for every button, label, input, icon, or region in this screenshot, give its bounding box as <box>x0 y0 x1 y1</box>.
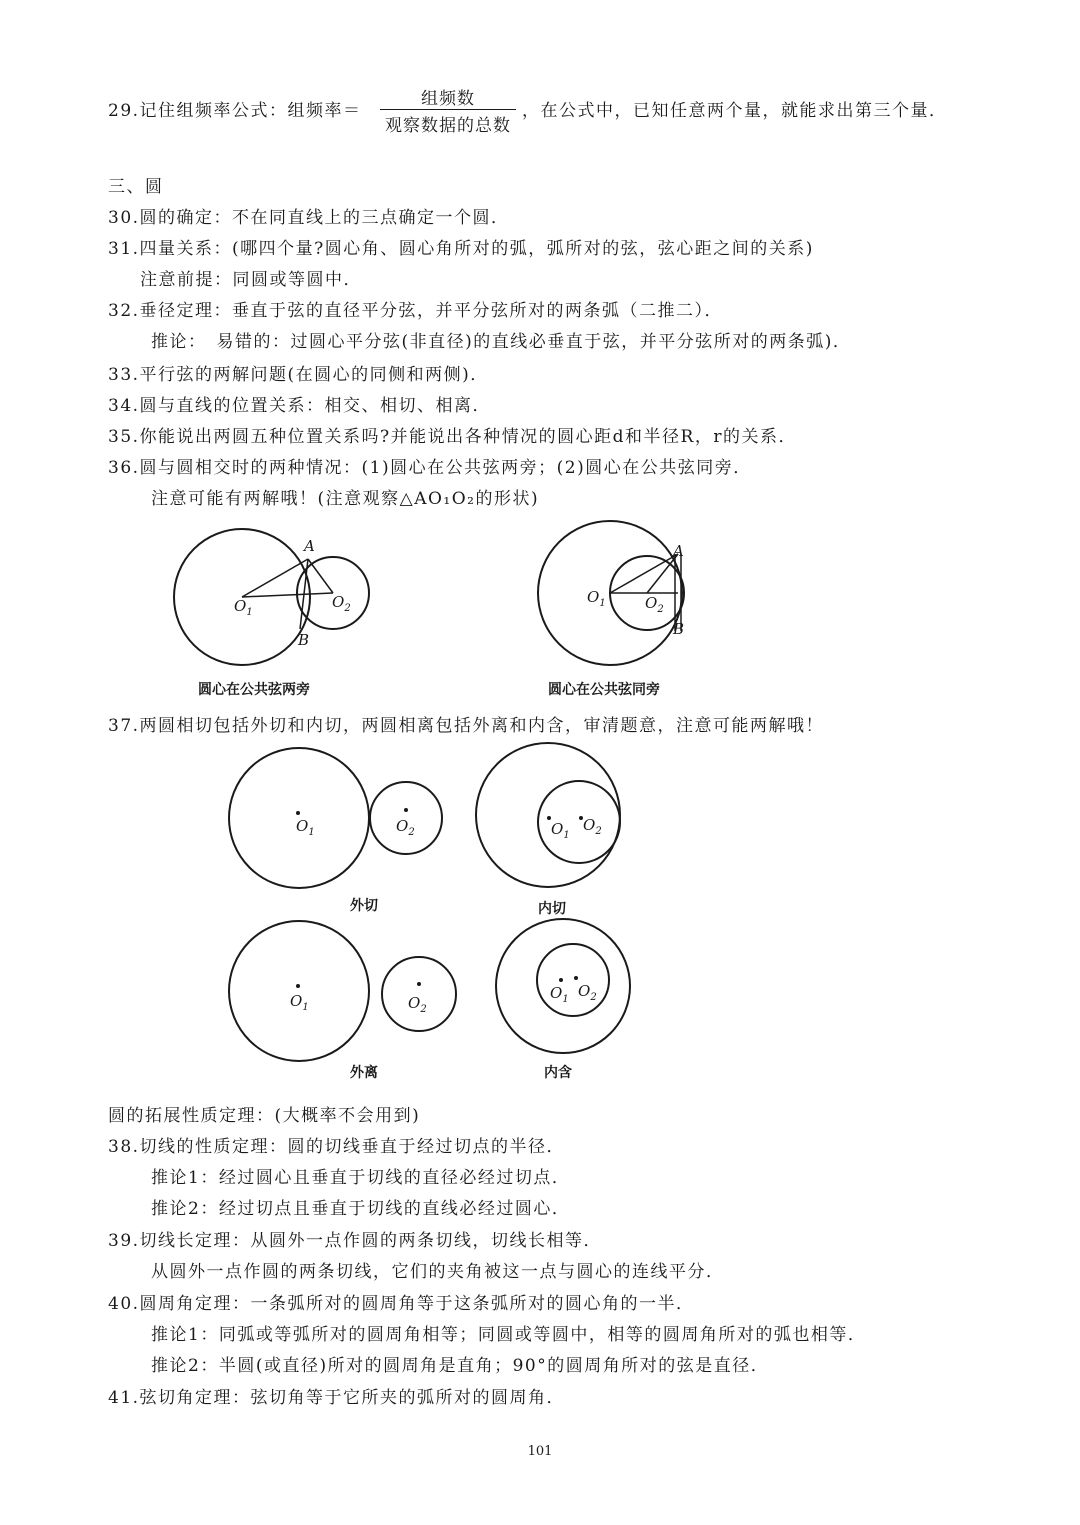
fraction-numerator: 组频数 <box>421 89 475 109</box>
item-40: 40.圆周角定理：一条弧所对的圆周角等于这条弧所对的圆心角的一半． <box>108 1294 695 1314</box>
label-o1: $O_1$ <box>290 992 309 1013</box>
item-41: 41.弦切角定理：弦切角等于它所夹的弧所对的圆周角． <box>108 1388 566 1408</box>
label-a: A <box>673 542 684 560</box>
item-40-corollary-2: 推论2：半圆(或直径)所对的圆周角是直角；90°的圆周角所对的弦是直径． <box>151 1356 770 1376</box>
item-32: 32.垂径定理：垂直于弦的直径平分弦，并平分弦所对的两条弧（二推二）． <box>108 301 724 321</box>
item-37: 37.两圆相切包括外切和内切，两圆相离包括外离和内含，审清题意，注意可能两解哦！ <box>108 716 825 736</box>
item-38-corollary-1: 推论1：经过圆心且垂直于切线的直径必经过切点． <box>151 1168 571 1188</box>
caption-intersect-same: 圆心在公共弦同旁 <box>548 682 660 698</box>
item-38: 38.切线的性质定理：圆的切线垂直于经过切点的半径． <box>108 1137 566 1157</box>
item-35: 35.你能说出两圆五种位置关系吗?并能说出各种情况的圆心距d和半径R，r的关系． <box>108 427 797 447</box>
figure-internal-tangent <box>473 740 633 890</box>
item-30: 30.圆的确定：不在同直线上的三点确定一个圆． <box>108 208 510 228</box>
item-34: 34.圆与直线的位置关系：相交、相切、相离． <box>108 396 492 416</box>
figure-intersect-opposite <box>170 525 390 665</box>
center-dot-o2 <box>404 808 408 812</box>
segment-o1-o2 <box>242 593 333 597</box>
label-b: B <box>673 620 685 638</box>
label-o2: $O_2$ <box>645 594 664 615</box>
section-title: 三、圆 <box>108 177 164 197</box>
item-39-note: 从圆外一点作圆的两条切线，它们的夹角被这一点与圆心的连线平分． <box>151 1262 725 1282</box>
item-39: 39.切线长定理：从圆外一点作圆的两条切线，切线长相等． <box>108 1231 603 1251</box>
caption-separate: 外离 <box>350 1065 378 1081</box>
segment-o1-a <box>242 559 308 597</box>
item-29-prefix: 29.记住组频率公式：组频率＝ <box>108 101 362 121</box>
large-circle <box>476 743 620 887</box>
label-a: A <box>304 537 315 555</box>
figure-separate <box>226 918 466 1068</box>
figure-external-tangent <box>226 745 456 895</box>
label-o2: $O_2$ <box>396 817 415 838</box>
label-o1: $O_1$ <box>234 597 253 618</box>
label-o2: $O_2$ <box>408 994 427 1015</box>
caption-internal-tangent: 内切 <box>538 901 566 917</box>
item-38-corollary-2: 推论2：经过切点且垂直于切线的直线必经过圆心． <box>151 1199 571 1219</box>
label-o2: $O_2$ <box>578 982 597 1003</box>
label-b: B <box>298 631 310 649</box>
segment-a-o2 <box>308 559 333 593</box>
center-dot-o1 <box>296 811 300 815</box>
page-number: 101 <box>527 1444 553 1459</box>
figure-intersect-same <box>535 518 715 668</box>
center-dot-o1 <box>559 978 563 982</box>
center-dot-o1 <box>296 984 300 988</box>
caption-contained: 内含 <box>544 1065 572 1081</box>
label-o1: $O_1$ <box>550 984 569 1005</box>
item-33: 33.平行弦的两解问题(在圆心的同侧和两侧)． <box>108 365 489 385</box>
item-36-note: 注意可能有两解哦！(注意观察△AO₁O₂的形状) <box>151 489 540 509</box>
figure-contained <box>494 916 634 1066</box>
label-o1: $O_1$ <box>587 588 606 609</box>
large-circle <box>229 921 369 1061</box>
label-o1: $O_1$ <box>296 817 315 838</box>
label-o2: $O_2$ <box>332 593 351 614</box>
segment-o1-a <box>610 554 678 593</box>
fraction-denominator: 观察数据的总数 <box>380 109 516 136</box>
center-dot-o2 <box>417 982 421 986</box>
item-29-suffix: ，在公式中，已知任意两个量，就能求出第三个量． <box>522 101 948 121</box>
item-31-note: 注意前提：同圆或等圆中． <box>140 270 362 290</box>
item-40-corollary-1: 推论1：同弧或等弧所对的圆周角相等；同圆或等圆中，相等的圆周角所对的弧也相等． <box>151 1325 867 1345</box>
extension-heading: 圆的拓展性质定理：(大概率不会用到) <box>108 1106 421 1126</box>
label-o1: $O_1$ <box>551 820 570 841</box>
frequency-fraction <box>380 84 516 136</box>
label-o2: $O_2$ <box>583 816 602 837</box>
caption-external-tangent: 外切 <box>350 898 378 914</box>
center-dot-o2 <box>574 976 578 980</box>
caption-intersect-opposite: 圆心在公共弦两旁 <box>198 682 310 698</box>
item-32-corollary: 推论： 易错的：过圆心平分弦(非直径)的直线必垂直于弦，并平分弦所对的两条弧)． <box>151 332 852 352</box>
item-31: 31.四量关系：(哪四个量?圆心角、圆心角所对的弧，弧所对的弦，弦心距之间的关系) <box>108 239 814 259</box>
small-circle <box>537 944 609 1016</box>
large-circle <box>496 919 630 1053</box>
item-36: 36.圆与圆相交时的两种情况：(1)圆心在公共弦两旁；(2)圆心在公共弦同旁． <box>108 458 752 478</box>
